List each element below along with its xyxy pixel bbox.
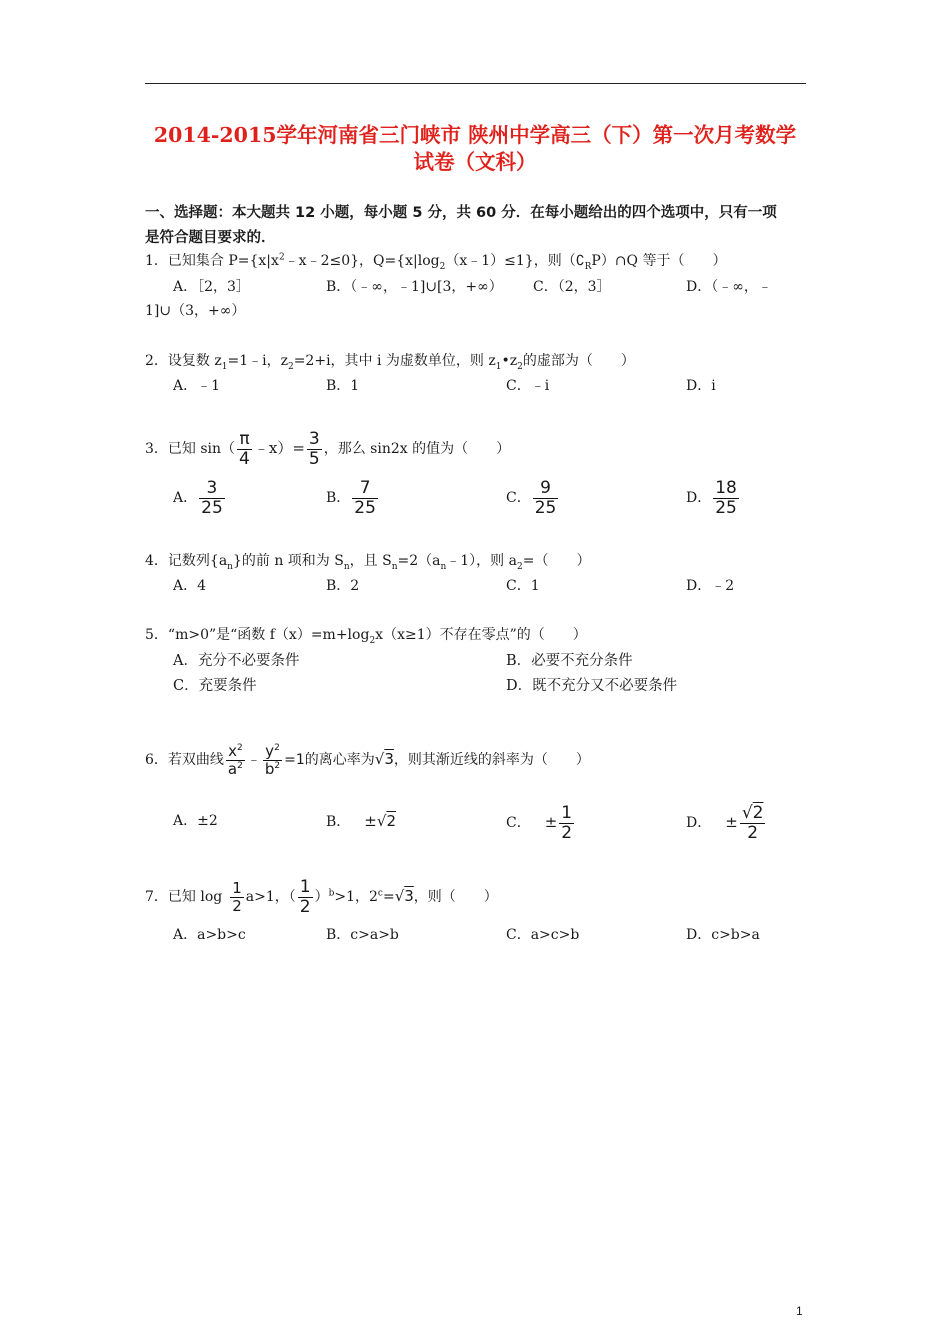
q7-option-d: D．c>b>a — [686, 927, 760, 943]
q5-option-b: B．必要不充分条件 — [506, 653, 633, 669]
question-2-stem: 2．设复数 $z_1=1﹣i$，$z_2=2+i$，其中 i 为虚数单位，则 $z_1•z_2$的虚部为（ ） — [145, 353, 635, 372]
q3-option-a: A． $\frac{3}{25}$ — [173, 477, 223, 518]
q4-option-c: C．1 — [506, 578, 540, 594]
q3-option-c: C． $\frac{9}{25}$ — [506, 477, 557, 518]
question-4-stem: 4．记数列$\{a_n\}$的前 n 项和为 $S_n$，且 $S_n=2(a_n﹣1)$，则 $a_2=$（ ） — [145, 553, 591, 572]
q7-option-c: C．a>c>b — [506, 927, 580, 943]
pi-over-4-fraction: $\frac{\pi}{4}$ — [239, 428, 250, 469]
q2-option-b: B．1 — [326, 378, 360, 394]
q7-option-b: B．c>a>b — [326, 927, 399, 943]
question-7-stem: 7．已知 log $\frac{1}{2}$ a>1，（ $\frac{1}{2}$ ）$^b$>1，$2^c=√3$，则（ ） — [145, 876, 498, 917]
question-5-stem: 5．“m>0”是“函数 $f(x)=m+\log_2x(x\ge 1)$不存在零点”的（ ） — [145, 627, 587, 646]
q3-d-fraction: $\frac{18}{25}$ — [715, 477, 737, 518]
q3-c-fraction: $\frac{9}{25}$ — [534, 477, 557, 518]
q1-option-d: D．（﹣∞，﹣ — [686, 279, 772, 295]
one-half-fraction: $\frac{1}{2}$ — [561, 802, 573, 843]
question-1-stem: 1．已知集合 $P=\{x|x^2﹣x﹣2\le 0\}$，$Q=\{x|\log_2(x﹣1)\le 1\}$，则$(∁_RP)\cap Q$ 等于（ ） — [145, 252, 727, 272]
q3-option-b: B． $\frac{7}{25}$ — [326, 477, 376, 518]
sqrt2-over-2-fraction: $\frac{√2}{2}$ — [741, 802, 764, 843]
header-rule — [145, 83, 806, 84]
q6-option-d: D． ± $\frac{√2}{2}$ — [686, 802, 764, 843]
sqrt-3: √3 — [374, 750, 394, 768]
q4-option-a: A．4 — [173, 578, 207, 594]
log-base-half-fraction: $\frac{1}{2}$ — [232, 878, 242, 915]
q2-option-d: D．i — [686, 378, 716, 394]
q5-option-d: D．既不充分又不必要条件 — [506, 678, 678, 694]
question-3-stem: 3．已知 sin（ $\frac{\pi}{4}$ ﹣x）= $\frac{3}{5}$ ，那么 sin2x 的值为（ ） — [145, 428, 511, 469]
q1-option-a: A．［2，3］ — [173, 279, 250, 295]
q5-option-a: A．充分不必要条件 — [173, 653, 300, 669]
q3-a-fraction: $\frac{3}{25}$ — [201, 477, 223, 518]
page-number: 1 — [796, 1304, 803, 1318]
q1-option-d-continued: 1]∪（3，+∞） — [145, 303, 246, 319]
y2-over-b2-fraction: $\frac{y^2}{b^2}$ — [264, 741, 281, 778]
q6-option-c: C． ± $\frac{1}{2}$ — [506, 802, 573, 843]
q6-option-a: A．±2 — [173, 813, 218, 829]
q6-option-b: B． ±√2 — [326, 812, 396, 830]
section-line-2: 是符合题目要求的． — [145, 230, 276, 246]
q5-option-c: C．充要条件 — [173, 678, 257, 694]
q4-option-b: B．2 — [326, 578, 360, 594]
q1-option-b: B．（﹣∞，﹣1]∪[3，+∞） — [326, 279, 503, 295]
title-line-1: 2014-2015学年河南省三门峡市 陕州中学高三（下）第一次月考数学 — [153, 123, 797, 147]
q1-option-c: C．（2，3］ — [533, 279, 611, 295]
title-line-2: 试卷（文科） — [413, 150, 537, 174]
question-6-stem: 6．若双曲线 $\frac{x^2}{a^2}$ ﹣ $\frac{y^2}{b^2}$ =1的离心率为√3，则其渐近线的斜率为（ ） — [145, 741, 590, 778]
one-half-power-fraction: $\frac{1}{2}$ — [299, 876, 311, 917]
section-line-1: 一、选择题：本大题共 12 小题，每小题 5 分，共 60 分．在每小题给出的四个选项中，只有一项 — [145, 205, 777, 221]
section-heading — [145, 201, 810, 251]
q7-option-a: A．a>b>c — [173, 927, 246, 943]
q2-option-c: C．﹣i — [506, 378, 550, 394]
x2-over-a2-fraction: $\frac{x^2}{a^2}$ — [227, 741, 243, 778]
three-fifths-fraction: $\frac{3}{5}$ — [308, 428, 320, 469]
q4-option-d: D．﹣2 — [686, 578, 735, 594]
sqrt-2: √2 — [376, 812, 396, 830]
q3-b-fraction: $\frac{7}{25}$ — [354, 477, 376, 518]
exam-title — [140, 122, 810, 176]
q2-option-a: A．﹣1 — [173, 378, 221, 394]
q3-option-d: D． $\frac{18}{25}$ — [686, 477, 737, 518]
sqrt-3: √3 — [394, 887, 414, 905]
